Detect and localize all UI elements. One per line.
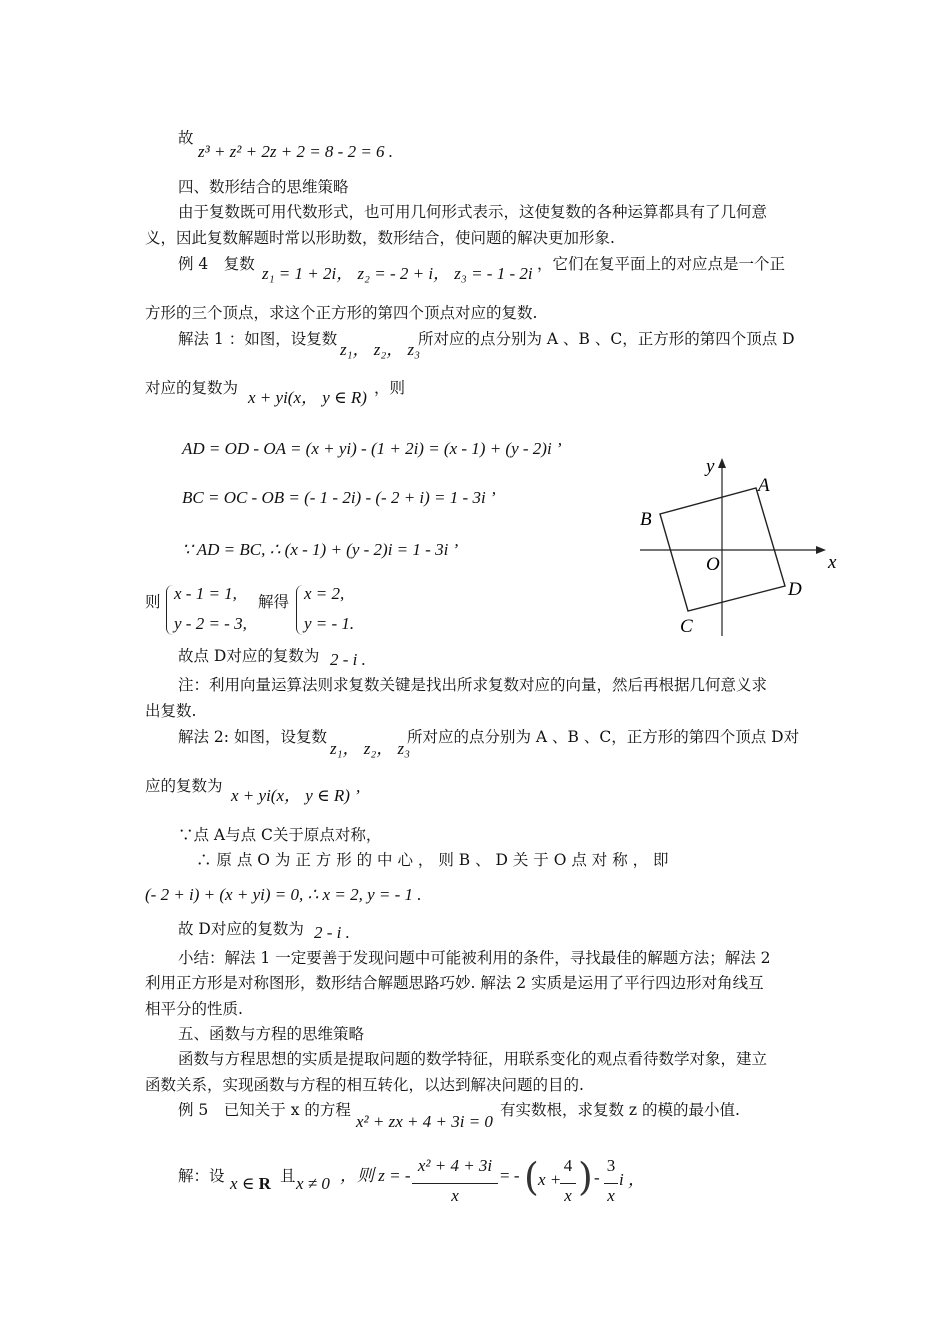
fraction-1-numerator: x² + 4 + 3i [417,1156,493,1175]
solution-2-points: 所对应的点分别为 A 、B 、C，正方形的第四个顶点 D对 [407,728,800,746]
text-then: 则 [145,593,161,611]
right-paren: ) [578,1155,593,1199]
answer-1: 2 - i . [330,650,366,669]
solution-2-line-2: 应的复数为 [145,777,223,795]
equation-top: z³ + z² + 2z + 2 = 8 - 2 = 6 . [198,142,394,161]
example-4-label: 例 4 复数 [178,255,255,273]
section-4-paragraph-line-2: 义，因此复数解题时常以形助数，数形结合，使问题的解决更加形象. [145,229,615,247]
example-5-label: 例 5 已知关于 x 的方程 [178,1101,351,1119]
point-c-label: C [680,616,693,637]
point-b-label: B [640,509,652,530]
summary-line-3: 相平分的性质. [145,1000,243,1018]
fraction-3-numerator: 3 [606,1156,616,1175]
example-4-line-2: 方形的三个顶点，求这个正方形的第四个顶点对应的复数. [145,304,538,322]
section-5-heading: 五、函数与方程的思维策略 [178,1025,365,1043]
answer-2: 2 - i . [314,923,350,942]
fraction-3-bar [604,1183,618,1184]
complex-plane-figure [630,448,840,640]
solution-2-xy-equation: x + yi(x， y ∈ R) ’ [231,786,360,805]
solution-5-x-nonzero: x ≠ 0 [296,1174,330,1193]
text-gu: 故 [178,129,194,147]
section-5-paragraph-line-2: 函数关系，实现函数与方程的相互转化，以达到解决问题的目的. [145,1076,584,1094]
note-line-2: 出复数. [145,702,197,720]
solution-1-result: 故点 D对应的复数为 [178,647,320,665]
origin-label: O [706,554,720,575]
equals-minus: = - [500,1166,520,1185]
symmetry-line-2: ∴ 原 点 O 为 正 方 形 的 中 心 ， 则 B 、 D 关 于 O 点 对 称 ， 即 [196,851,669,869]
system-1-line-1: x - 1 = 1, [174,584,237,603]
system-2-line-2: y = - 1. [304,614,355,633]
solution-5-z-equals: ，则 z = - [340,1166,411,1185]
fraction-2-denominator: x [564,1186,572,1205]
solution-2-z-list: z₁， z₂， z₃ [330,739,411,758]
example-5-equation: x² + zx + 4 + 3i = 0 [356,1112,493,1131]
left-brace-2 [296,585,303,635]
fraction-2-bar [560,1183,576,1184]
fraction-1-denominator: x [451,1186,459,1205]
solution-1-points: 所对应的点分别为 A 、B 、C，正方形的第四个顶点 D [418,330,795,348]
equation-symmetry: (- 2 + i) + (x + yi) = 0, ∴ x = 2, y = - 1 . [145,885,422,904]
equation-since: ∵ AD = BC, ∴ (x - 1) + (y - 2)i = 1 - 3i ’ [182,540,459,559]
note-line-1: 注：利用向量运算法则求复数关键是找出所求复数对应的向量，然后再根据几何意义求 [178,676,768,694]
solution-1-xy-equation: x + yi(x， y ∈ R) [248,388,367,407]
fraction-1-bar [412,1183,498,1184]
solution-2-intro: 解法 2: 如图，设复数 [178,728,327,746]
point-d-label: D [788,579,802,600]
imaginary-unit-tail: i ， [619,1170,645,1189]
paren-x-plus: x + [538,1170,562,1189]
y-axis-label: y [706,456,715,477]
section-5-paragraph-line-1: 函数与方程思想的实质是提取问题的数学特征，用联系变化的观点看待数学对象，建立 [178,1050,768,1068]
summary-line-2: 利用正方形是对称图形，数形结合解题思路巧妙. 解法 2 实质是运用了平行四边形对角线互 [145,974,764,992]
fraction-3-denominator: x [607,1186,615,1205]
left-brace-1 [166,585,173,635]
example-4-tail: ，它们在复平面上的对应点是一个正 [537,255,786,273]
section-4-heading: 四、数形结合的思维策略 [178,178,349,196]
minus-sign: - [594,1168,600,1187]
solution-5-intro: 解：设 [178,1167,225,1185]
solution-5-and: 且 [280,1167,296,1185]
text-solve: 解得 [258,593,290,611]
example-5-tail: 有实数根，求复数 z 的模的最小值. [500,1101,740,1119]
point-a-label: A [758,475,770,496]
equation-bc: BC = OC - OB = (- 1 - 2i) - (- 2 + i) = 1 - 3i ’ [182,488,496,507]
fraction-2-numerator: 4 [563,1156,573,1175]
x-axis-label: x [828,552,837,573]
solution-1-then: ，则 [374,379,406,397]
summary-line-1: 小结：解法 1 一定要善于发现问题中可能被利用的条件，寻找最佳的解题方法；解法 2 [178,949,771,967]
y-axis-arrow [718,458,726,468]
solution-1-z-list: z₁， z₂， z₃ [340,340,421,359]
system-2-line-1: x = 2, [304,584,345,603]
left-paren: ( [524,1155,539,1199]
section-4-paragraph-line-1: 由于复数既可用代数形式，也可用几何形式表示，这使复数的各种运算都具有了几何意 [178,203,768,221]
example-4-equation: z₁ = 1 + 2i， z₂ = - 2 + i， z₃ = - 1 - 2i [262,264,533,283]
system-1-line-2: y - 2 = - 3, [174,614,247,633]
symmetry-line-1: ∵点 A与点 C关于原点对称， [178,826,382,844]
solution-2-result: 故 D对应的复数为 [178,920,304,938]
equation-ad: AD = OD - OA = (x + yi) - (1 + 2i) = (x - 1) + (y - 2)i ’ [182,439,562,458]
solution-1-intro: 解法 1 ：如图，设复数 [178,330,338,348]
solution-5-x-in-r: x ∈ R [230,1174,271,1193]
x-axis-arrow [816,546,826,554]
solution-1-line-2: 对应的复数为 [145,379,239,397]
